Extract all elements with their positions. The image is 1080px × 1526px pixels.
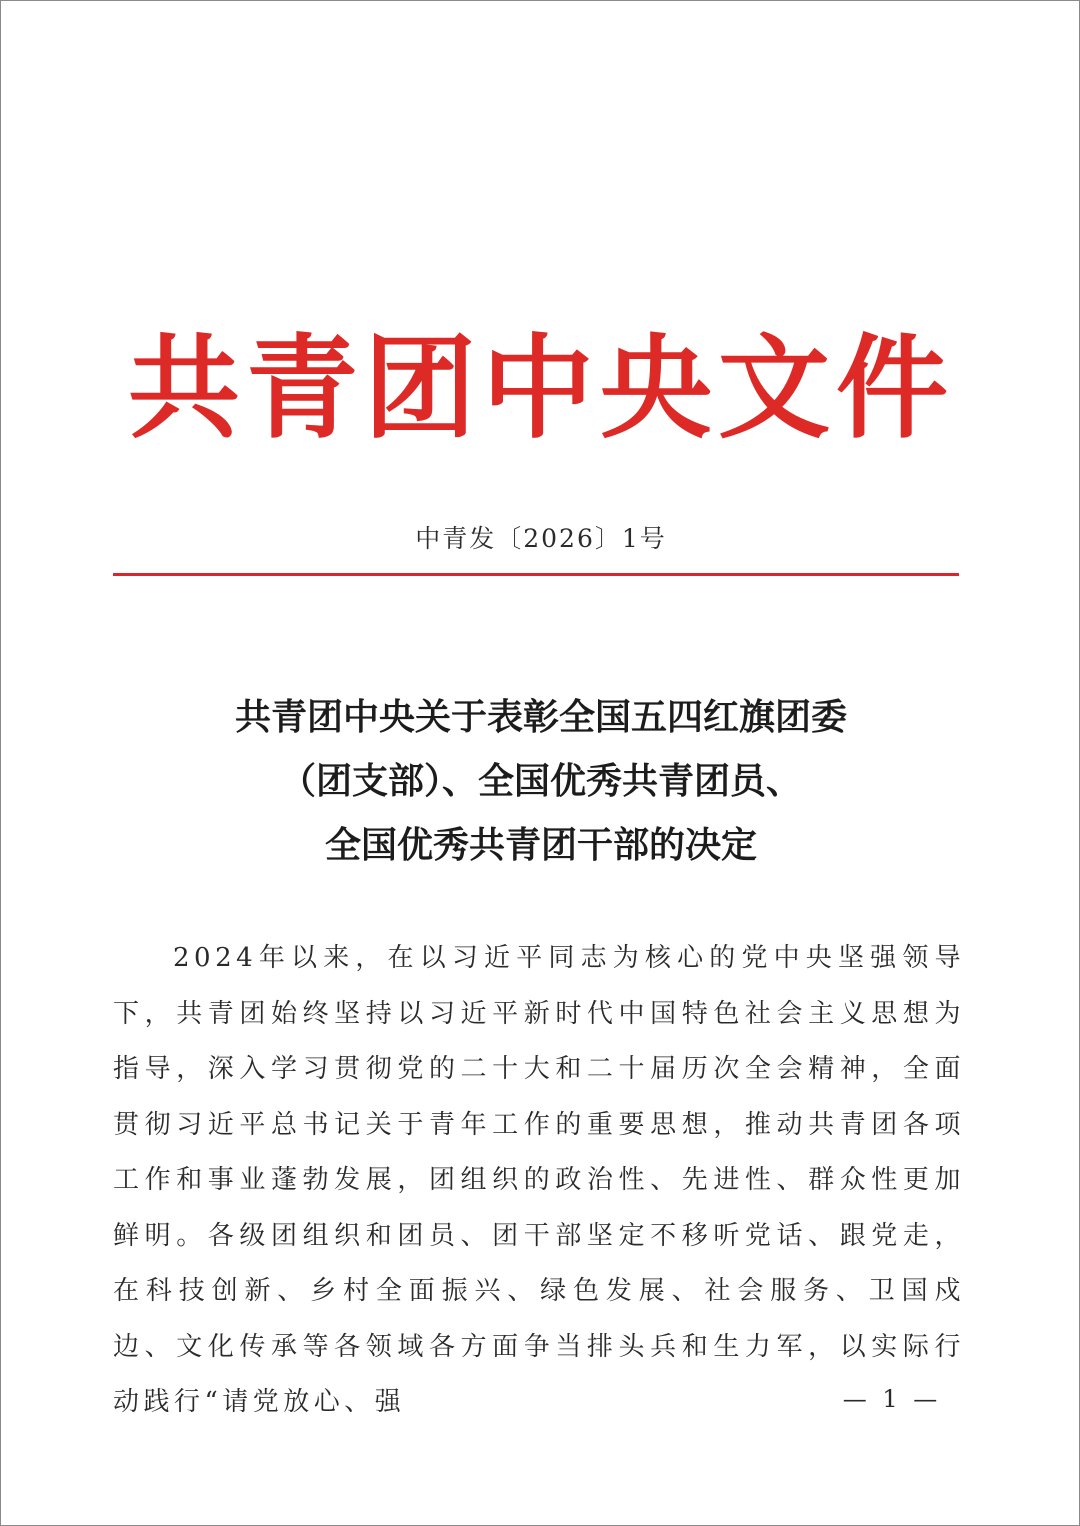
masthead-title: 共青团中央文件 <box>128 323 954 454</box>
title-line-3: 全国优秀共青团干部的决定 <box>324 824 757 866</box>
title-line-2: （团支部）、全国优秀共青团员、 <box>279 760 802 802</box>
page-number: — 1 — <box>842 1385 942 1413</box>
title-line-1: 共青团中央关于表彰全国五四红旗团委 <box>234 696 847 738</box>
body-paragraph: 2024年以来，在以习近平同志为核心的党中央坚强领导下，共青团始终坚持以习近平新时代中国特色社会主义思想为指导，深入学习贯彻党的二十大和二十届历次全会精神，全面贯彻习近平总书记关于青年工作的重要思想，推动共青团各项工作和事业蓬勃发展，团组织的政治性、先进性、群众性更加鲜明。各级团组织和团员、团干部坚定不移听党话、跟党走，在科技创新、乡村全面振兴、绿色发展、社会服务、卫国戍边、文化传承等各领域各方面争当排头兵和生力军，以实际行动践行“请党放心、强 <box>113 943 965 1417</box>
document-number: 中青发〔2026〕1号 <box>415 524 667 553</box>
red-divider-line <box>113 573 959 576</box>
document-title <box>101 685 981 877</box>
